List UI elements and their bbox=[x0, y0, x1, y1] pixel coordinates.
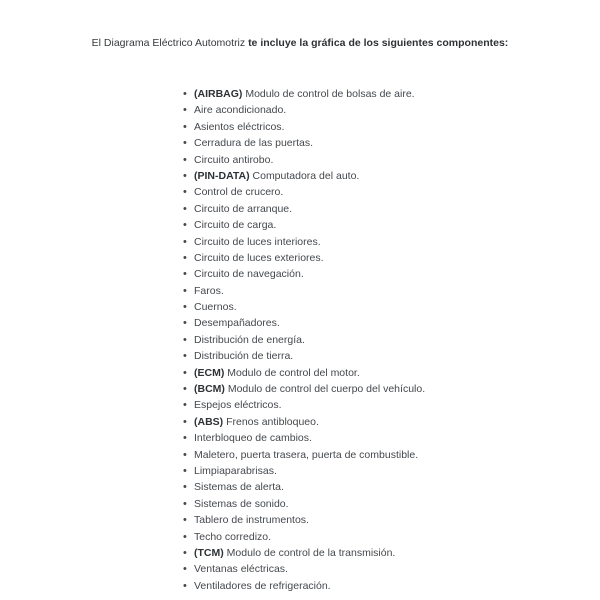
bullet-icon: • bbox=[183, 153, 187, 166]
item-text: Modulo de control de bolsas de aire. bbox=[245, 88, 415, 100]
item-text: Espejos eléctricos. bbox=[194, 399, 282, 412]
bullet-icon: • bbox=[183, 514, 187, 527]
bullet-icon: • bbox=[183, 415, 187, 428]
list-item bbox=[183, 512, 425, 528]
list-item bbox=[183, 447, 425, 463]
list-item bbox=[183, 365, 425, 381]
bullet-icon: • bbox=[183, 350, 187, 363]
item-text: Distribución de tierra. bbox=[194, 350, 294, 363]
bullet-icon: • bbox=[183, 317, 187, 330]
bullet-icon: • bbox=[183, 333, 187, 346]
list-item bbox=[183, 332, 425, 348]
list-item bbox=[183, 397, 425, 413]
list-item bbox=[183, 529, 425, 545]
list-item bbox=[183, 463, 425, 479]
item-text: Modulo de control del motor. bbox=[227, 366, 360, 379]
item-text: Circuito de luces interiores. bbox=[194, 235, 321, 248]
bullet-icon: • bbox=[183, 464, 187, 477]
item-acronym: (BCM) bbox=[194, 383, 228, 396]
list-item bbox=[183, 119, 425, 135]
item-text: Aire acondicionado. bbox=[194, 104, 287, 117]
bullet-icon: • bbox=[183, 497, 187, 510]
item-text: Modulo de control de la transmisión. bbox=[226, 546, 396, 559]
list-item bbox=[183, 250, 425, 266]
list-item bbox=[183, 217, 425, 233]
list-item bbox=[183, 201, 425, 217]
item-text: Limpiaparabrisas. bbox=[194, 464, 277, 477]
list-item bbox=[183, 496, 425, 512]
bullet-icon: • bbox=[183, 251, 187, 264]
bullet-icon: • bbox=[183, 366, 187, 379]
bullet-icon: • bbox=[183, 235, 187, 248]
bullet-icon: • bbox=[183, 202, 187, 215]
list-item bbox=[183, 184, 425, 200]
item-text: Maletero, puerta trasera, puerta de combustible. bbox=[194, 448, 419, 461]
components-list bbox=[183, 86, 425, 594]
item-text: Computadora del auto. bbox=[252, 169, 360, 182]
list-item bbox=[183, 545, 425, 561]
page-title bbox=[85, 35, 515, 52]
list-item bbox=[183, 283, 425, 299]
bullet-icon: • bbox=[183, 383, 187, 396]
item-text: Ventanas eléctricas. bbox=[194, 563, 288, 576]
bullet-icon: • bbox=[183, 579, 187, 592]
bullet-icon: • bbox=[183, 104, 187, 117]
list-item bbox=[183, 479, 425, 495]
list-item bbox=[183, 266, 425, 282]
bullet-icon: • bbox=[183, 268, 187, 281]
bullet-icon: • bbox=[183, 563, 187, 576]
bullet-icon: • bbox=[183, 399, 187, 412]
list-item bbox=[183, 348, 425, 364]
item-text: Circuito de navegación. bbox=[194, 268, 304, 281]
item-acronym: (AIRBAG) bbox=[194, 88, 246, 100]
list-item bbox=[183, 135, 425, 151]
list-item bbox=[183, 234, 425, 250]
item-text: Cuernos. bbox=[194, 301, 237, 314]
bullet-icon: • bbox=[183, 120, 187, 133]
list-item bbox=[183, 299, 425, 315]
list-item bbox=[183, 578, 425, 594]
bullet-icon: • bbox=[183, 432, 187, 445]
item-acronym: (PIN-DATA) bbox=[194, 169, 253, 182]
item-text: Sistemas de sonido. bbox=[194, 497, 289, 510]
bullet-icon: • bbox=[183, 530, 187, 543]
item-text: Circuito de luces exteriores. bbox=[194, 251, 324, 264]
item-text: Ventiladores de refrigeración. bbox=[194, 579, 331, 592]
item-text: Interbloqueo de cambios. bbox=[194, 432, 312, 445]
bullet-icon: • bbox=[183, 137, 187, 150]
list-item bbox=[183, 168, 425, 184]
bullet-icon: • bbox=[183, 481, 187, 494]
item-text: Faros. bbox=[194, 284, 224, 297]
item-text: Modulo de control del cuerpo del vehículo. bbox=[227, 383, 426, 396]
list-item bbox=[183, 561, 425, 577]
bullet-icon: • bbox=[183, 546, 187, 559]
bullet-icon: • bbox=[183, 88, 187, 100]
item-text: Sistemas de alerta. bbox=[194, 481, 284, 494]
item-text: Circuito de carga. bbox=[194, 219, 277, 232]
title-bold: te incluye la gráfica de los siguientes componentes: bbox=[248, 37, 509, 49]
list-item bbox=[183, 102, 425, 118]
list-item bbox=[183, 381, 425, 397]
list-item bbox=[183, 86, 425, 102]
item-text: Cerradura de las puertas. bbox=[194, 137, 314, 150]
list-item bbox=[183, 414, 425, 430]
list-item bbox=[183, 152, 425, 168]
item-text: Techo corredizo. bbox=[194, 530, 272, 543]
item-acronym: (ECM) bbox=[194, 366, 228, 379]
item-text: Control de crucero. bbox=[194, 186, 284, 199]
bullet-icon: • bbox=[183, 219, 187, 232]
item-text: Tablero de instrumentos. bbox=[194, 514, 309, 527]
title-regular: El Diagrama Eléctrico Automotriz bbox=[91, 37, 249, 49]
bullet-icon: • bbox=[183, 448, 187, 461]
bullet-icon: • bbox=[183, 284, 187, 297]
bullet-icon: • bbox=[183, 186, 187, 199]
item-text: Desempañadores. bbox=[194, 317, 280, 330]
list-item bbox=[183, 430, 425, 446]
item-text: Circuito antirobo. bbox=[194, 153, 274, 166]
list-item bbox=[183, 315, 425, 331]
bullet-icon: • bbox=[183, 301, 187, 314]
bullet-icon: • bbox=[183, 169, 187, 182]
item-acronym: (ABS) bbox=[194, 415, 227, 428]
item-text: Circuito de arranque. bbox=[194, 202, 293, 215]
item-text: Asientos eléctricos. bbox=[194, 120, 285, 133]
item-text: Frenos antibloqueo. bbox=[226, 415, 319, 428]
item-text: Distribución de energía. bbox=[194, 333, 305, 346]
item-acronym: (TCM) bbox=[194, 546, 227, 559]
